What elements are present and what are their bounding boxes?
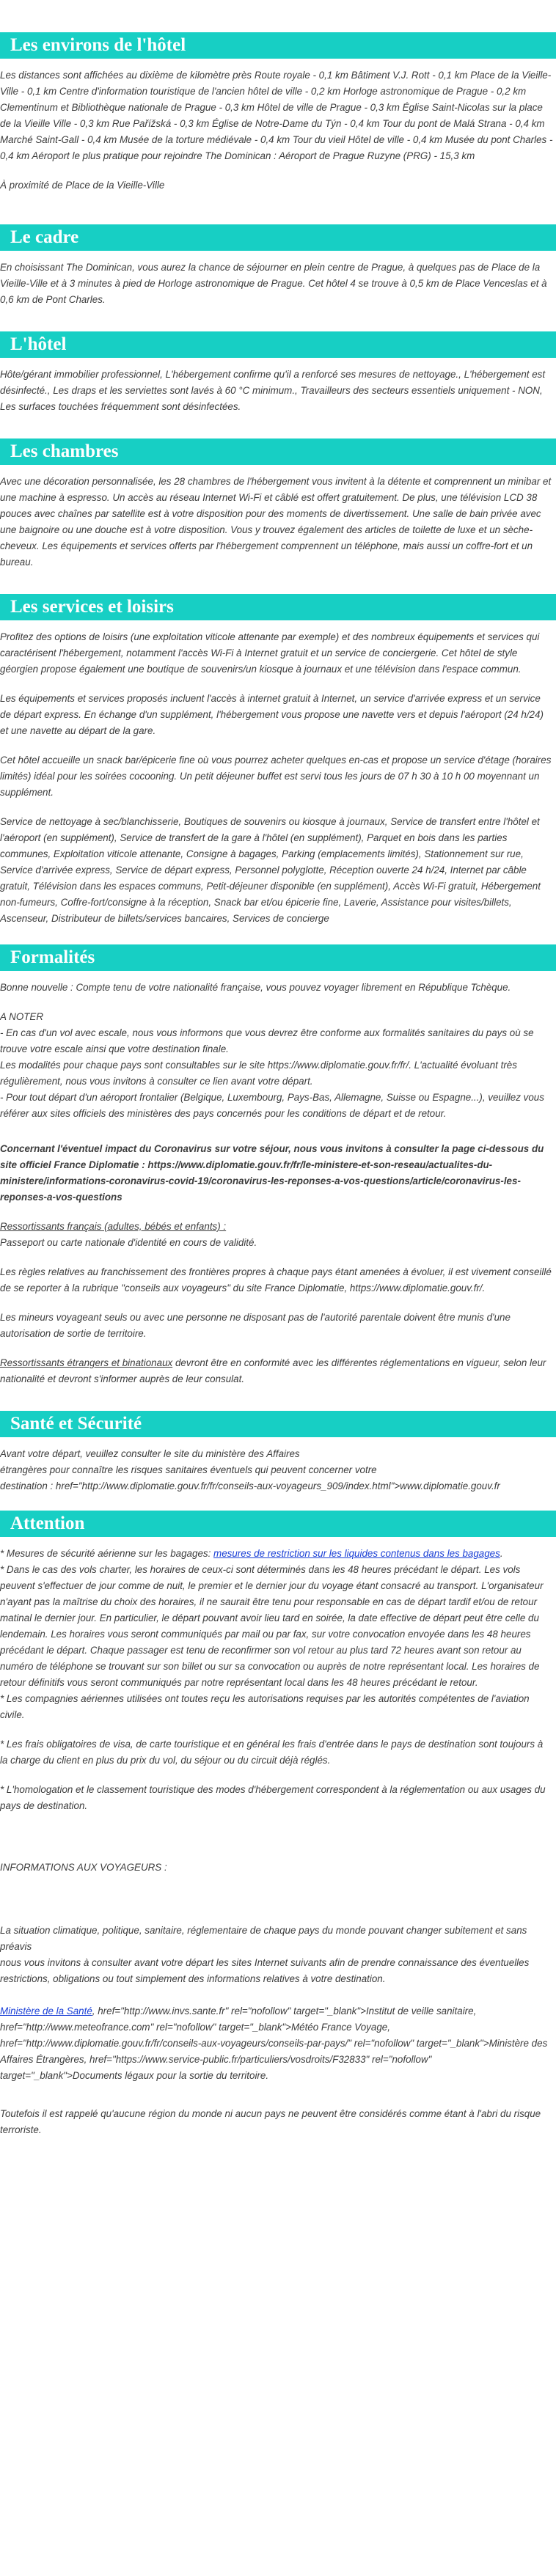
attention-links bbox=[0, 2003, 556, 2084]
formalites-note-1: - En cas d'un vol avec escale, nous vous informons que vous devrez être conforme aux formalités sanitaires du pays où se trouve votre escale ainsi que votre destination finale. bbox=[0, 1027, 534, 1054]
services-text-1: Profitez des options de loisirs (une exploitation viticole attenante par exemple) et des nombreux équipements et services qui caractérisent l'hébergement, notamment l'accès Wi-Fi à Internet gratuit et un service de conciergerie. Cet hôtel de style géorgien propose également une boutique de souvenirs/un kiosque à journaux et une télévision dans l'espace commun. bbox=[0, 631, 540, 675]
sante-line-2: étrangères pour connaître les risques sanitaires éventuels qui peuvent concerner votre bbox=[0, 1464, 377, 1475]
section-heading-attention: Attention bbox=[0, 1511, 556, 1537]
section-heading-cadre: Le cadre bbox=[0, 224, 556, 251]
formalites-minors: Les mineurs voyageant seuls ou avec une personne ne disposant pas de l'autorité parentale doivent être munis d'une autorisation de sortie de territoire. bbox=[0, 1312, 511, 1339]
formalites-rules: Les règles relatives au franchissement des frontières propres à chaque pays étant amenées à évoluer, il est vivement conseillé de se reporter à la rubrique "conseils aux voyageurs" du site France Diplomatie, https://www.diplomatie.gouv.fr/. bbox=[0, 1266, 552, 1293]
attention-charter: * Dans le cas des vols charter, les horaires de ceux-ci sont déterminés dans les 48 heures précédant le départ. Les vols peuvent s'effectuer de jour comme de nuit, le premier et le dernier jour du voyage étant consacré au transport. L'organisateur n'ayant pas la maîtrise du choix des horaires, il ne saurait être tenu pour responsable en cas de départ tardif et/ou de retour matinal le dernier jour. En particulier, le départ pouvant avoir lieu tard en soirée, la date effective de départ peut être celle du lendemain. Les horaires vous seront communiqués par mail ou par fax, sur votre convocation envoyée dans les 48 heures précédant le départ. Chaque passager est tenu de reconfirmer son vol retour au plus tard 72 heures avant son retour au numéro de téléphone se trouvant sur son billet ou sur sa convocation ou auprès de notre représentant local. Les horaires de retour définitifs vous seront communiqués par notre représentant local dans les 48 heures précédant le retour. bbox=[0, 1564, 544, 1688]
formalites-note-heading: A NOTER bbox=[0, 1011, 44, 1022]
attention-situation-1: La situation climatique, politique, sanitaire, réglementaire de chaque pays du monde pouvant changer subitement et sans préavis bbox=[0, 1925, 527, 1952]
chambres-text: Avec une décoration personnalisée, les 28 chambres de l'hébergement vous invitent à la détente et comprennent un minibar et une machine à espresso. Un accès au réseau Internet Wi-Fi et câblé est offert gratuitement. De plus, une télévision LCD 38 pouces avec chaînes par satellite est à votre disposition pour des moments de divertissement. Une salle de bain privée avec une baignoire ou une douche est à votre disposition. Vous y trouvez également des articles de toilette de luxe et un sèche-cheveux. Les équipements et services offerts par l'hébergement comprennent un téléphone, mais aussi un coffre-fort et un bureau. bbox=[0, 476, 552, 568]
attention-baggage bbox=[0, 1546, 556, 1562]
services-text-2: Les équipements et services proposés incluent l'accès à internet gratuit à Internet, un service d'arrivée express et un service de départ express. En échange d'un supplément, l'hébergement vous propose une navette vers et depuis l'aéroport (24 h/24) et une navette au départ de la gare. bbox=[0, 693, 544, 736]
attention-terrorism: Toutefois il est rappelé qu'aucune région du monde ni aucun pays ne peuvent être considérés comme étant à l'abri du risque terroriste. bbox=[0, 2108, 541, 2135]
attention-homologation: * L'homologation et le classement touristique des modes d'hébergement correspondent à la réglementation ou aux usages du pays de destination. bbox=[0, 1784, 546, 1811]
formalites-fr-text: Passeport ou carte nationale d'identité en cours de validité. bbox=[0, 1237, 257, 1248]
sante-line-3: destination : href="http://www.diplomatie.gouv.fr/fr/conseils-aux-voyageurs_909/index.html">www.diplomatie.gouv.fr bbox=[0, 1480, 500, 1491]
formalites-fr-heading: Ressortissants français (adultes, bébés et enfants) : bbox=[0, 1221, 227, 1232]
formalites-foreign bbox=[0, 1355, 556, 1387]
ministere-sante-link[interactable]: Ministère de la Santé bbox=[0, 2006, 92, 2017]
attention-info-heading: INFORMATIONS AUX VOYAGEURS : bbox=[0, 1862, 167, 1873]
section-heading-chambres: Les chambres bbox=[0, 438, 556, 465]
environs-distances-text: Les distances sont affichées au dixième de kilomètre près Route royale - 0,1 km Bâtiment V.J. Rott - 0,1 km Place de la Vieille-Ville - 0,1 km Centre d'information touristique de l'ancien hôtel de ville - 0,2 km Horloge astronomique de Prague - 0,2 km Clementinum et Bibliothèque nationale de Prague - 0,3 km Hôtel de ville de Prague - 0,3 km Église Saint-Nicolas sur la place de la Vieille Ville - 0,3 km Rue Pařížská - 0,3 km Église de Notre-Dame du Týn - 0,4 km Tour du pont de Malá Strana - 0,4 km Marché Saint-Gall - 0,4 km Musée de la torture médiévale - 0,4 km Tour du vieil Hôtel de ville - 0,4 km Musée du pont Charles - 0,4 km Aéroport le plus pratique pour rejoindre The Dominican : Aéroport de Prague Ruzyne (PRG) - 15,3 km bbox=[0, 70, 553, 161]
attention-baggage-prefix: * Mesures de sécurité aérienne sur les bagages: bbox=[0, 1548, 214, 1559]
section-heading-environs: Les environs de l'hôtel bbox=[0, 32, 556, 59]
section-heading-sante: Santé et Sécurité bbox=[0, 1411, 556, 1437]
sante-line-1: Avant votre départ, veuillez consulter le site du ministère des Affaires bbox=[0, 1448, 300, 1459]
formalites-foreign-text: devront être en conformité avec les différentes réglementations en vigueur, selon leur nationalité et devront s'informer auprès de leur consulat. bbox=[0, 1357, 546, 1384]
cadre-text: En choisissant The Dominican, vous aurez la chance de séjourner en plein centre de Prague, à quelques pas de Place de la Vieille-Ville et à 3 minutes à pied de Horloge astronomique de Prague. Cet hôtel 4 se trouve à 0,5 km de Place Venceslas et à 0,6 km de Pont Charles. bbox=[0, 262, 547, 305]
services-amenities-list: Service de nettoyage à sec/blanchisserie, Boutiques de souvenirs ou kiosque à journaux, Service de transfert entre l'hôtel et l'aéroport (en supplément), Service de transfert de la gare à l'hôtel (en supplément), Parquet en bois dans les parties communes, Exploitation viticole attenante, Consigne à bagages, Parking (emplacements limités), Stationnement sur rue, Service d'arrivée express, Service de départ express, Personnel polyglotte, Réception ouverte 24 h/24, Internet par câble gratuit, Télévision dans les espaces communs, Petit-déjeuner disponible (en supplément), Accès Wi-Fi gratuit, Hébergement non-fumeurs, Coffre-fort/consigne à la réception, Snack bar et/ou épicerie fine, Laverie, Assistance pour visites/billets, Ascenseur, Distributeur de billets/services bancaires, Services de concierge bbox=[0, 816, 541, 924]
liquids-restriction-link[interactable]: mesures de restriction sur les liquides contenus dans les bagages bbox=[213, 1548, 500, 1559]
attention-companies: * Les compagnies aériennes utilisées ont toutes reçu les autorisations requises par les autorités compétentes de l'aviation civile. bbox=[0, 1693, 530, 1720]
hotel-text: Hôte/gérant immobilier professionnel, L'hébergement confirme qu'il a renforcé ses mesures de nettoyage., L'hébergement est désinfecté., Les draps et les serviettes sont lavés à 60 °C minimum., Travailleurs des secteurs essentiels uniquement - NON, Les surfaces touchées fréquemment sont désinfectées. bbox=[0, 369, 546, 412]
section-heading-formalites: Formalités bbox=[0, 944, 556, 971]
section-heading-services: Les services et loisirs bbox=[0, 594, 556, 620]
formalites-news: Bonne nouvelle : Compte tenu de votre nationalité française, vous pouvez voyager librement en République Tchèque. bbox=[0, 982, 511, 993]
attention-situation-2: nous vous invitons à consulter avant votre départ les sites Internet suivants afin de prendre connaissance des éventuelles restrictions, obligations ou tout simplement des informations relatives à votre destination. bbox=[0, 1957, 530, 1984]
formalites-covid-notice: Concernant l'éventuel impact du Coronavirus sur votre séjour, nous vous invitons à consulter la page ci-dessous du site officiel France Diplomatie : https://www.diplomatie.gouv.fr/fr/le-ministere-et-son-reseau/actualites-du-ministere/informations-coronavirus-covid-19/coronavirus-les-reponses-a-vos-questions/article/coronavirus-les-reponses-a-vos-questions bbox=[0, 1143, 544, 1203]
section-heading-hotel: L'hôtel bbox=[0, 331, 556, 358]
formalites-note-3: - Pour tout départ d'un aéroport frontalier (Belgique, Luxembourg, Pays-Bas, Allemagne, Suisse ou Espagne...), veuillez vous référer aux sites officiels des ministères des pays concernés pour les conditions de départ et de retour. bbox=[0, 1092, 544, 1119]
formalites-note-2: Les modalités pour chaque pays sont consultables sur le site https://www.diplomatie.gouv.fr/fr/. L'actualité évoluant très régulièrement, nous vous invitons à consulter ce lien avant votre départ. bbox=[0, 1060, 517, 1087]
attention-links-text: , href="http://www.invs.sante.fr" rel="nofollow" target="_blank">Institut de veille sanitaire, href="http://www.meteofrance.com" rel="nofollow" target="_blank">Météo France Voyage, href="http://www.diplomatie.gouv.fr/fr/conseils-aux-voyageurs/conseils-par-pays/" rel="nofollow" target="_blank">Ministère des Affaires Étrangères, href="https://www.service-public.fr/particuliers/vosdroits/F32833" rel="nofollow" target="_blank">Documents légaux pour la sortie du territoire. bbox=[0, 2006, 548, 2081]
attention-visa: * Les frais obligatoires de visa, de carte touristique et en général les frais d'entrée dans le pays de destination sont toujours à la charge du client en plus du prix du vol, du séjour ou du circuit déjà réglés. bbox=[0, 1739, 544, 1766]
formalites-foreign-heading: Ressortissants étrangers et binationaux bbox=[0, 1357, 173, 1368]
attention-baggage-suffix: . bbox=[500, 1548, 503, 1559]
services-text-3: Cet hôtel accueille un snack bar/épicerie fine où vous pourrez acheter quelques en-cas et propose un service d'étage (horaires limités) idéal pour les soirées cocooning. Un petit déjeuner buffet est servi tous les jours de 07 h 30 à 10 h 00 moyennant un supplément. bbox=[0, 755, 552, 798]
environs-proximity-text: À proximité de Place de la Vieille-Ville bbox=[0, 180, 165, 191]
sante-text bbox=[0, 1446, 556, 1494]
